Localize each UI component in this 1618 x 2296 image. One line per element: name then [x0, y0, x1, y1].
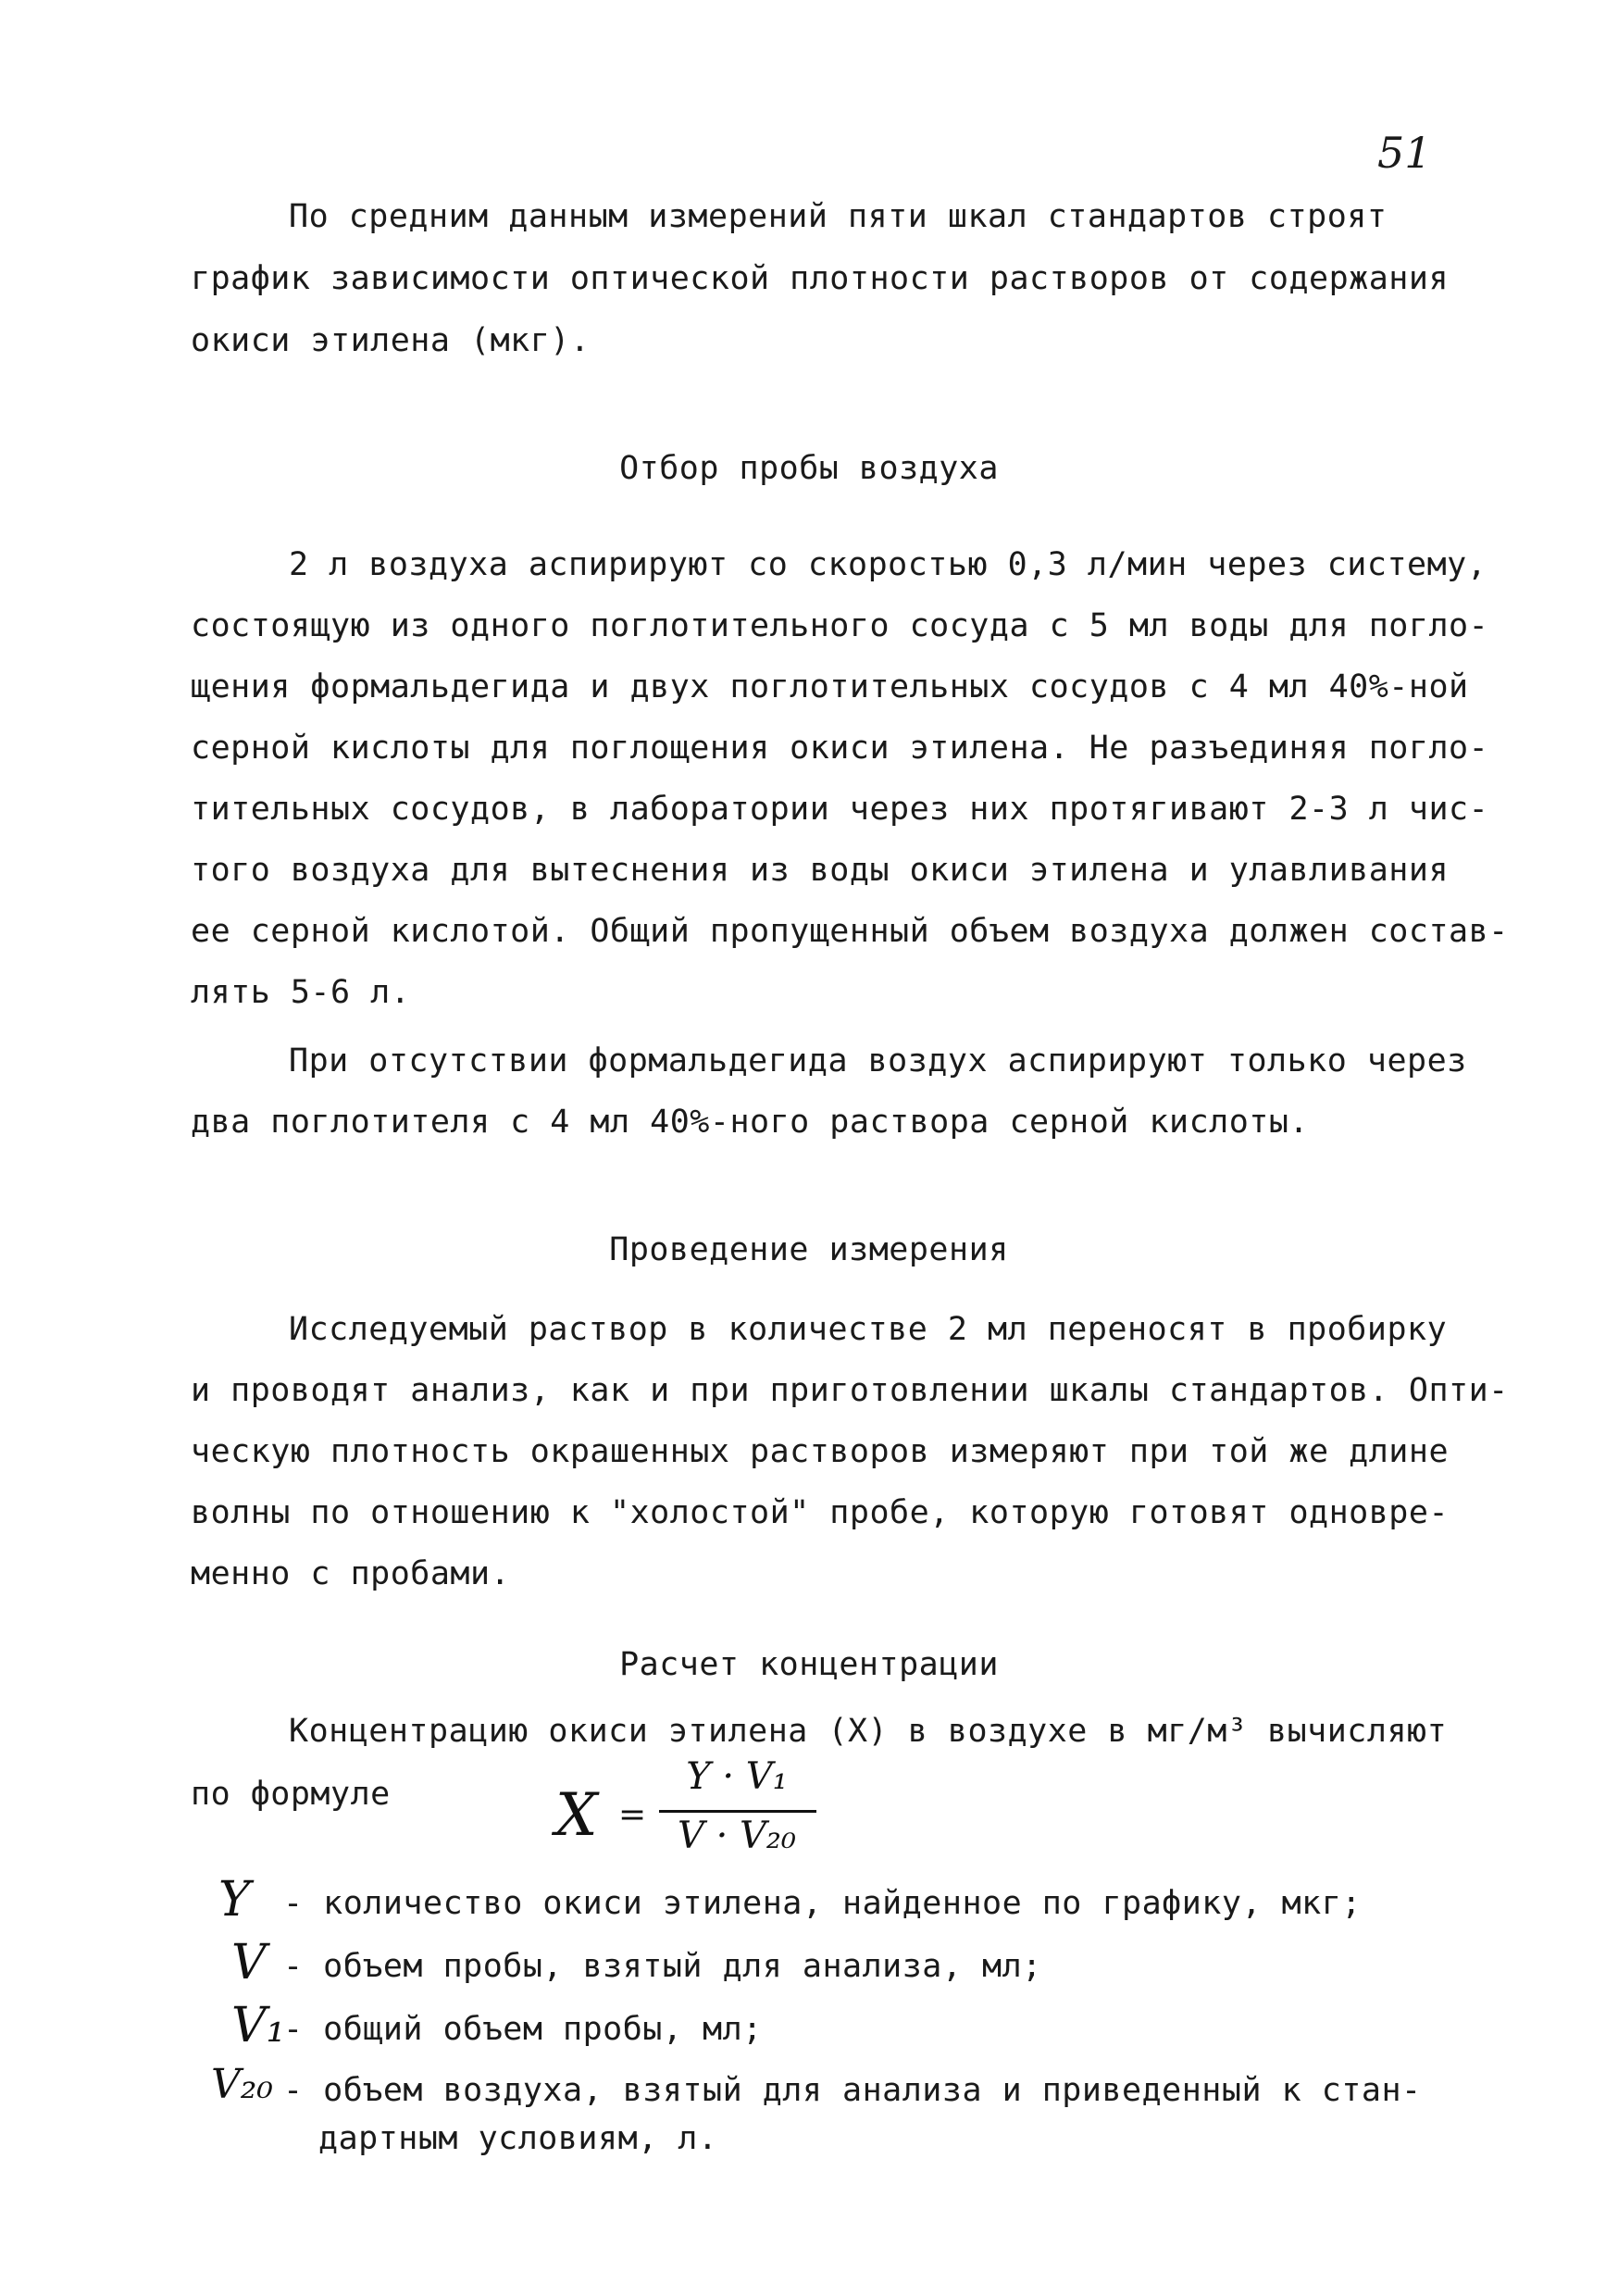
definition-text: - количество окиси этилена, найденное по графику, мкг;: [283, 1885, 1362, 1922]
formula-equals: =: [618, 1796, 647, 1834]
definition-text: - объем пробы, взятый для анализа, мл;: [283, 1948, 1042, 1985]
formula-lhs: X: [555, 1781, 598, 1850]
text-line: ее серной кислотой. Общий пропущенный объем воздуха должен состав-: [191, 913, 1509, 950]
text-line: 2 л воздуха аспирируют со скоростью 0,3 л/мин через систему,: [289, 546, 1487, 583]
text-line: тительных сосудов, в лаборатории через них протягивают 2-3 л чис-: [191, 791, 1489, 828]
text-line: По средним данным измерений пяти шкал стандартов строят: [289, 198, 1388, 235]
text-line: менно с пробами.: [191, 1555, 511, 1592]
text-line: окиси этилена (мкг).: [191, 322, 591, 359]
fraction-bar: [659, 1810, 816, 1813]
section-heading: Отбор пробы воздуха: [619, 450, 999, 487]
text-line: лять 5-6 л.: [191, 974, 411, 1011]
text-line: щения формальдегида и двух поглотительных сосудов с 4 мл 40%-ной: [191, 668, 1469, 705]
text-line: график зависимости оптической плотности растворов от содержания: [191, 260, 1450, 297]
page-number: 51: [1377, 128, 1432, 178]
text-line: того воздуха для вытеснения из воды окиси этилена и улавливания: [191, 852, 1450, 889]
definition-symbol: V: [231, 1935, 267, 1990]
section-heading: Расчет концентрации: [619, 1646, 999, 1683]
text-line: Концентрацию окиси этилена (X) в воздухе в мг/м³ вычисляют: [289, 1713, 1448, 1750]
definition-text: - объем воздуха, взятый для анализа и приведенный к стан-: [283, 2072, 1422, 2109]
text-line: Исследуемый раствор в количестве 2 мл переносят в пробирку: [289, 1311, 1448, 1348]
definition-text: - общий объем пробы, мл;: [283, 2011, 763, 2048]
text-line: волны по отношению к "холостой" пробе, которую готовят одновре-: [191, 1494, 1450, 1531]
text-line: При отсутствии формальдегида воздух аспирируют только через: [289, 1042, 1467, 1079]
formula-numerator: Y · V₁: [686, 1755, 788, 1798]
text-line: и проводят анализ, как и при приготовлении шкалы стандартов. Опти-: [191, 1372, 1509, 1409]
section-heading: Проведение измерения: [609, 1231, 1009, 1268]
definition-symbol: Y: [218, 1872, 251, 1928]
definition-text-continued: дартным условиям, л.: [318, 2120, 718, 2157]
text-line: серной кислоты для поглощения окиси этилена. Не разъединяя погло-: [191, 730, 1489, 767]
text-line: ческую плотность окрашенных растворов измеряют при той же длине: [191, 1433, 1450, 1470]
text-line: два поглотителя с 4 мл 40%-ного раствора серной кислоты.: [191, 1104, 1310, 1141]
definition-symbol: V₂₀: [211, 2061, 274, 2108]
text-line: по формуле: [191, 1776, 391, 1813]
formula-denominator: V · V₂₀: [678, 1815, 796, 1857]
text-line: состоящую из одного поглотительного сосуда с 5 мл воды для погло-: [191, 607, 1489, 644]
definition-symbol: V₁: [231, 1998, 286, 2053]
